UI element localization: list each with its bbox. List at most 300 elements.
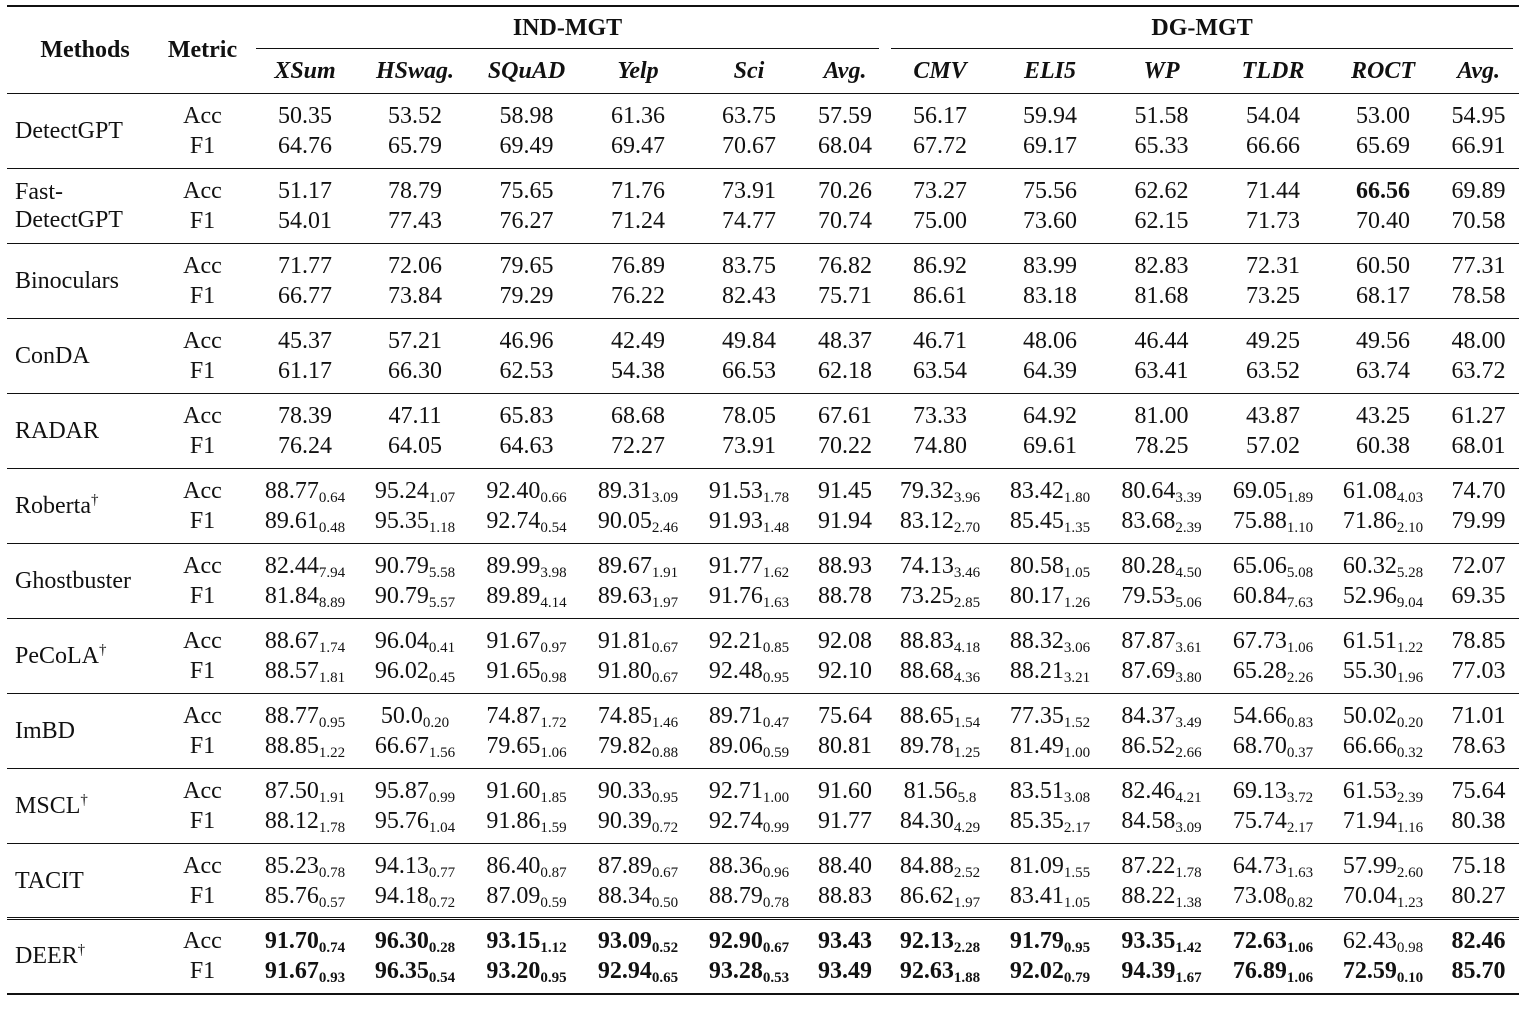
f1-value: [1218, 206, 1328, 236]
mean-value: 60.32: [1342, 553, 1397, 579]
mean-value: 77.43: [388, 208, 442, 234]
std-value: 1.12: [540, 940, 567, 957]
value-cell: [583, 544, 693, 619]
acc-value: [1105, 326, 1218, 356]
mean-value: 76.82: [818, 253, 872, 279]
std-value: 1.05: [1063, 894, 1091, 911]
f1-value: [250, 581, 360, 611]
value-cell: [583, 94, 693, 169]
mean-value: 57.59: [818, 103, 872, 129]
f1-value: [693, 431, 805, 461]
std-value: 0.96: [762, 864, 790, 881]
f1-value: [1328, 356, 1438, 386]
value-cell: [885, 844, 995, 919]
f1-value: [995, 656, 1105, 686]
mean-value: 74.77: [722, 208, 776, 234]
mean-value: 89.06: [708, 733, 763, 759]
value-cell: [1218, 169, 1328, 244]
acc-value: [583, 551, 693, 581]
column-header: XSum: [274, 57, 336, 84]
f1-value: [1438, 581, 1519, 611]
mean-value: 72.06: [388, 253, 442, 279]
mean-value: 87.50: [264, 778, 319, 804]
mean-value: 88.79: [708, 882, 763, 909]
acc-value: [805, 251, 885, 281]
mean-value: 80.17: [1009, 583, 1064, 609]
value-cell: [1105, 919, 1218, 994]
f1-value: [1218, 356, 1328, 386]
mean-value: 69.49: [499, 133, 554, 159]
mean-value: 71.73: [1246, 208, 1301, 234]
mean-value: 80.38: [1451, 808, 1506, 834]
mean-value: 91.81: [597, 628, 652, 654]
acc-value: [583, 176, 693, 206]
std-value: 1.26: [1063, 595, 1091, 611]
std-value: 1.23: [1396, 894, 1424, 911]
acc-value: [693, 701, 805, 731]
f1-value: [1438, 881, 1519, 911]
mean-value: 88.85: [264, 733, 319, 759]
mean-value: 87.22: [1121, 852, 1176, 879]
value-cell: [1438, 694, 1519, 769]
metric-label: F1: [189, 808, 216, 834]
acc-value: [693, 401, 805, 431]
header-group-ind-mgt: IND-MGT: [512, 15, 623, 41]
value-cell: [1328, 619, 1438, 694]
value-cell: [583, 319, 693, 394]
f1-value: [1218, 806, 1328, 836]
f1-value: [1105, 431, 1218, 461]
mean-value: 61.27: [1451, 403, 1506, 429]
acc-value: [360, 851, 470, 881]
mean-value: 65.28: [1232, 658, 1287, 684]
f1-value: [250, 731, 360, 761]
std-value: 1.81: [318, 670, 346, 686]
std-value: 1.74: [318, 640, 346, 656]
mean-value: 68.68: [611, 403, 665, 429]
table-row: [7, 244, 1519, 319]
f1-value: [583, 806, 693, 836]
std-value: 2.70: [953, 520, 981, 536]
value-cell: [583, 919, 693, 994]
f1-value: [250, 206, 360, 236]
acc-value: [805, 176, 885, 206]
acc-value: [1105, 401, 1218, 431]
value-cell: [693, 244, 805, 319]
std-value: 1.97: [953, 894, 981, 911]
f1-value: [805, 656, 885, 686]
std-value: 1.78: [318, 820, 346, 836]
mean-value: 64.76: [278, 133, 332, 159]
mean-value: 89.78: [899, 733, 954, 759]
metric-label: Acc: [183, 928, 222, 955]
method-name: [7, 844, 155, 919]
std-value: 5.08: [1286, 565, 1314, 581]
std-value: 2.26: [1286, 670, 1314, 686]
mean-value: 65.06: [1232, 553, 1287, 579]
mean-value: 88.68: [899, 658, 954, 684]
acc-value: [693, 551, 805, 581]
mean-value: 61.53: [1342, 778, 1397, 804]
f1-value: [1438, 506, 1519, 536]
acc-value: [1328, 626, 1438, 656]
mean-value: 80.58: [1009, 553, 1064, 579]
value-cell: [360, 319, 470, 394]
acc-value: [1438, 551, 1519, 581]
mean-value: 83.42: [1009, 478, 1064, 504]
mean-value: 70.04: [1342, 882, 1397, 909]
acc-value: [583, 626, 693, 656]
mean-value: 85.35: [1009, 808, 1064, 834]
mean-value: 53.00: [1356, 103, 1411, 129]
mean-value: 91.77: [818, 808, 872, 834]
acc-value: [470, 326, 583, 356]
mean-value: 79.32: [899, 478, 954, 504]
acc-value: [693, 776, 805, 806]
mean-value: 57.21: [388, 328, 442, 354]
method-name: [7, 919, 155, 994]
acc-value: [693, 476, 805, 506]
mean-value: 89.61: [264, 508, 319, 534]
mean-value: 65.69: [1356, 133, 1411, 159]
f1-value: [583, 881, 693, 911]
mean-value: 51.17: [278, 178, 332, 204]
f1-value: [1105, 581, 1218, 611]
column-header: WP: [1143, 57, 1180, 84]
mean-value: 54.38: [611, 358, 665, 384]
mean-value: 48.00: [1451, 328, 1506, 354]
f1-value: [1328, 656, 1438, 686]
std-value: 1.22: [318, 745, 346, 761]
mean-value: 78.85: [1451, 628, 1506, 654]
value-cell: [583, 844, 693, 919]
acc-value: [1438, 626, 1519, 656]
std-value: 3.06: [1063, 640, 1091, 656]
mean-value: 56.17: [913, 103, 968, 129]
metric-label: F1: [189, 358, 216, 384]
mean-value: 76.89: [611, 253, 665, 279]
mean-value: 45.37: [278, 328, 332, 354]
mean-value: 83.99: [1023, 253, 1078, 279]
mean-value: 93.28: [708, 958, 763, 985]
method-name: [7, 319, 155, 394]
f1-value: [885, 581, 995, 611]
metric-label: Acc: [183, 178, 222, 204]
acc-value: [995, 176, 1105, 206]
f1-value: [805, 881, 885, 911]
acc-value: [583, 776, 693, 806]
f1-value: [1438, 656, 1519, 686]
value-cell: [360, 619, 470, 694]
value-cell: [360, 394, 470, 469]
method-label: DEER: [15, 943, 78, 970]
f1-value: [805, 431, 885, 461]
std-value: 0.54: [428, 970, 456, 987]
f1-value: [1438, 431, 1519, 461]
f1-value: [885, 356, 995, 386]
value-cell: [1105, 469, 1218, 544]
f1-value: [250, 506, 360, 536]
column-header: Avg.: [1457, 57, 1500, 84]
mean-value: 82.46: [1121, 778, 1176, 804]
f1-value: [1105, 131, 1218, 161]
value-cell: [1218, 544, 1328, 619]
acc-value: [1438, 101, 1519, 131]
value-cell: [1328, 244, 1438, 319]
std-value: 5.8: [957, 790, 977, 806]
mean-value: 59.94: [1023, 103, 1078, 129]
f1-value: [1105, 806, 1218, 836]
mean-value: 81.09: [1009, 852, 1064, 879]
acc-value: [693, 626, 805, 656]
f1-value: [583, 281, 693, 311]
std-value: 4.21: [1175, 790, 1202, 806]
acc-value: [250, 176, 360, 206]
std-value: 3.80: [1175, 670, 1202, 686]
mean-value: 89.99: [486, 553, 541, 579]
value-cell: [995, 169, 1105, 244]
mean-value: 50.0: [380, 703, 423, 729]
acc-value: [885, 401, 995, 431]
mean-value: 93.49: [818, 958, 872, 985]
std-value: 0.72: [651, 820, 679, 836]
f1-value: [1105, 506, 1218, 536]
mean-value: 88.77: [264, 478, 319, 504]
value-cell: [1218, 694, 1328, 769]
method-label: MSCL: [15, 793, 81, 819]
method-label: TACIT: [15, 867, 84, 894]
mean-value: 88.12: [264, 808, 319, 834]
f1-value: [360, 506, 470, 536]
f1-value: [693, 506, 805, 536]
acc-value: [805, 326, 885, 356]
std-value: 0.82: [1286, 894, 1314, 911]
mean-value: 76.27: [499, 208, 554, 234]
mean-value: 74.85: [597, 703, 652, 729]
mean-value: 68.01: [1451, 433, 1506, 459]
acc-value: [360, 326, 470, 356]
value-cell: [360, 469, 470, 544]
metric-label: F1: [189, 882, 216, 909]
std-value: 0.20: [422, 715, 450, 731]
table-row: [7, 694, 1519, 769]
mean-value: 49.84: [722, 328, 776, 354]
acc-value: [360, 926, 470, 956]
mean-value: 91.77: [708, 553, 763, 579]
std-value: 0.47: [762, 715, 790, 731]
value-cell: [583, 694, 693, 769]
mean-value: 66.30: [388, 358, 442, 384]
mean-value: 48.06: [1023, 328, 1078, 354]
acc-value: [885, 326, 995, 356]
mean-value: 72.27: [611, 433, 665, 459]
method-name: [7, 544, 155, 619]
f1-value: [805, 806, 885, 836]
f1-value: [995, 431, 1105, 461]
acc-value: [1438, 701, 1519, 731]
std-value: 1.06: [1286, 640, 1314, 656]
acc-value: [1328, 326, 1438, 356]
value-cell: [805, 169, 885, 244]
acc-value: [1328, 776, 1438, 806]
f1-value: [1328, 956, 1438, 986]
value-cell: [885, 94, 995, 169]
value-cell: [995, 619, 1105, 694]
std-value: 0.72: [428, 894, 456, 911]
mean-value: 62.62: [1134, 178, 1189, 204]
mean-value: 88.83: [818, 882, 872, 909]
method-label: DetectGPT: [15, 118, 123, 144]
column-header: ROCT: [1351, 57, 1416, 84]
mean-value: 87.89: [597, 852, 652, 879]
value-cell: [1328, 544, 1438, 619]
f1-value: [1438, 356, 1519, 386]
std-value: 4.14: [540, 595, 567, 611]
value-cell: [1105, 544, 1218, 619]
acc-value: [1218, 101, 1328, 131]
value-cell: [1105, 844, 1218, 919]
std-value: 2.28: [953, 940, 981, 957]
column-header: TLDR: [1241, 57, 1305, 84]
mean-value: 46.96: [499, 328, 554, 354]
f1-value: [693, 281, 805, 311]
mean-value: 93.35: [1121, 928, 1176, 955]
mean-value: 66.53: [722, 358, 776, 384]
metric-label: Acc: [183, 328, 222, 354]
value-cell: [250, 244, 360, 319]
mean-value: 71.24: [611, 208, 665, 234]
mean-value: 69.35: [1451, 583, 1506, 609]
method-label: Ghostbuster: [15, 568, 131, 594]
std-value: 2.52: [953, 864, 981, 881]
mean-value: 54.01: [278, 208, 332, 234]
std-value: 1.78: [762, 490, 790, 506]
mean-value: 76.22: [611, 283, 665, 309]
f1-value: [250, 881, 360, 911]
acc-value: [805, 551, 885, 581]
value-cell: [885, 394, 995, 469]
f1-value: [583, 581, 693, 611]
acc-value: [885, 176, 995, 206]
mean-value: 83.18: [1023, 283, 1078, 309]
value-cell: [1438, 94, 1519, 169]
mean-value: 70.26: [818, 178, 872, 204]
f1-value: [250, 656, 360, 686]
acc-value: [885, 851, 995, 881]
f1-value: [360, 731, 470, 761]
std-value: 7.94: [318, 565, 346, 581]
std-value: 0.79: [1063, 970, 1091, 987]
value-cell: [583, 619, 693, 694]
f1-value: [995, 131, 1105, 161]
f1-value: [1328, 206, 1438, 236]
column-header: HSwag.: [375, 57, 455, 84]
acc-value: [583, 701, 693, 731]
value-cell: [805, 769, 885, 844]
f1-value: [360, 956, 470, 986]
value-cell: [1218, 844, 1328, 919]
f1-value: [583, 956, 693, 986]
f1-value: [360, 881, 470, 911]
value-cell: [885, 694, 995, 769]
std-value: 1.56: [428, 745, 456, 761]
acc-value: [1105, 701, 1218, 731]
acc-value: [885, 701, 995, 731]
f1-value: [470, 281, 583, 311]
value-cell: [360, 169, 470, 244]
mean-value: 90.33: [597, 778, 652, 804]
acc-value: [250, 851, 360, 881]
std-value: 0.95: [540, 970, 567, 987]
mean-value: 43.87: [1246, 403, 1301, 429]
mean-value: 83.68: [1121, 508, 1176, 534]
std-value: 2.66: [1175, 745, 1202, 761]
mean-value: 91.76: [708, 583, 763, 609]
mean-value: 81.49: [1009, 733, 1064, 759]
f1-value: [470, 731, 583, 761]
acc-value: [885, 476, 995, 506]
acc-value: [1105, 476, 1218, 506]
mean-value: 80.28: [1121, 553, 1176, 579]
acc-value: [1328, 176, 1438, 206]
acc-value: [250, 626, 360, 656]
mean-value: 86.52: [1121, 733, 1176, 759]
mean-value: 73.91: [722, 178, 776, 204]
mean-value: 96.30: [374, 928, 429, 955]
mean-value: 74.80: [913, 433, 968, 459]
mean-value: 77.03: [1451, 658, 1506, 684]
mean-value: 96.04: [374, 628, 429, 654]
mean-value: 87.87: [1121, 628, 1176, 654]
mean-value: 79.65: [486, 733, 541, 759]
value-cell: [250, 844, 360, 919]
value-cell: [470, 769, 583, 844]
value-cell: [885, 169, 995, 244]
value-cell: [995, 919, 1105, 994]
std-value: 3.61: [1175, 640, 1202, 656]
mean-value: 92.90: [708, 928, 763, 955]
metric-label: Acc: [183, 478, 222, 504]
mean-value: 68.04: [818, 133, 872, 159]
acc-value: [1438, 251, 1519, 281]
mean-value: 83.41: [1009, 882, 1064, 909]
acc-value: [1218, 401, 1328, 431]
value-cell: [1328, 394, 1438, 469]
mean-value: 83.75: [722, 253, 776, 279]
mean-value: 77.35: [1009, 703, 1064, 729]
value-cell: [1218, 244, 1328, 319]
value-cell: [1328, 469, 1438, 544]
value-cell: [693, 394, 805, 469]
table-row: [7, 319, 1519, 394]
metric-label: Acc: [183, 103, 222, 129]
acc-value: [470, 926, 583, 956]
metric-label: F1: [189, 433, 216, 459]
mean-value: 89.89: [486, 583, 541, 609]
value-cell: [470, 319, 583, 394]
mean-value: 79.29: [499, 283, 554, 309]
acc-value: [995, 851, 1105, 881]
mean-value: 76.24: [278, 433, 332, 459]
header-methods: Methods: [40, 36, 130, 63]
acc-value: [885, 251, 995, 281]
acc-value: [1105, 101, 1218, 131]
acc-value: [1328, 476, 1438, 506]
method-label: Fast-DetectGPT: [15, 179, 123, 233]
mean-value: 88.83: [899, 628, 954, 654]
mean-value: 75.88: [1232, 508, 1287, 534]
column-header: Sci: [733, 57, 765, 84]
